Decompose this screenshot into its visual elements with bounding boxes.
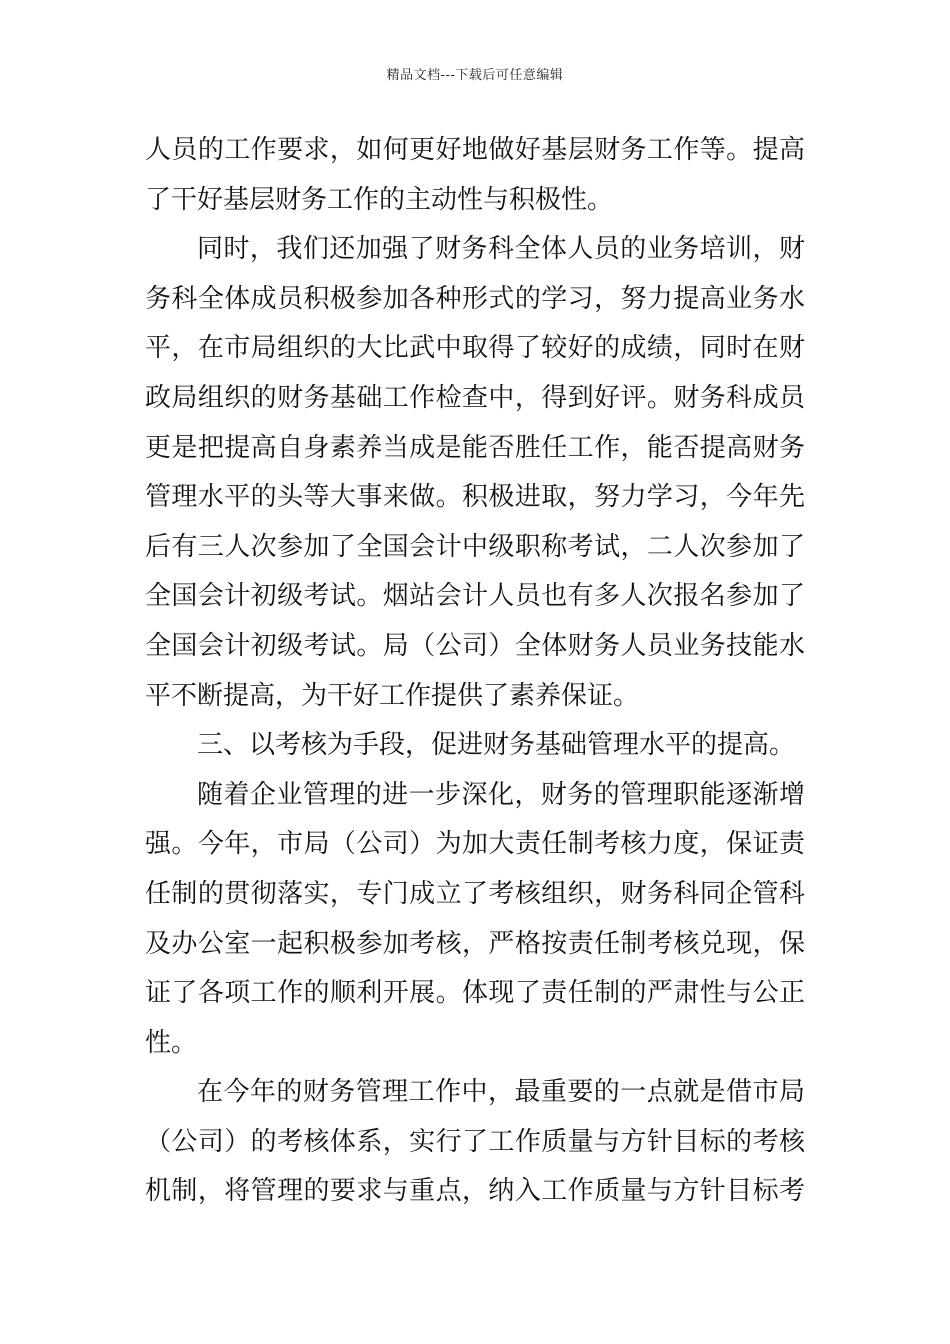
text-line: 全国会计初级考试。烟站会计人员也有多人次报名参加了: [145, 581, 805, 612]
text-line: 证了各项工作的顺利开展。体现了责任制的严肃性与公正: [145, 978, 805, 1009]
text-line: 在今年的财务管理工作中，最重要的一点就是借市局: [197, 1077, 805, 1108]
text-line: 政局组织的财务基础工作检查中，得到好评。财务科成员: [145, 382, 805, 413]
text-line: 性。: [145, 1027, 198, 1058]
text-line: 人员的工作要求，如何更好地做好基层财务工作等。提高: [145, 135, 805, 165]
document-body: [145, 126, 805, 1217]
text-line: 后有三人次参加了全国会计中级职称考试，二人次参加了: [145, 531, 805, 562]
text-line: 更是把提高自身素养当成是能否胜任工作，能否提高财务: [145, 432, 805, 463]
text-line: 同时，我们还加强了财务科全体人员的业务培训，财: [197, 234, 805, 265]
text-line: 任制的贯彻落实，专门成立了考核组织，财务科同企管科: [145, 878, 805, 909]
text-line: 随着企业管理的进一步深化，财务的管理职能逐渐增: [197, 779, 805, 810]
text-line: 平，在市局组织的大比武中取得了较好的成绩，同时在财: [145, 333, 805, 364]
text-line: （公司）的考核体系，实行了工作质量与方针目标的考核: [145, 1126, 805, 1157]
text-line: 及办公室一起积极参加考核，严格按责任制考核兑现，保: [145, 928, 805, 959]
text-line: 务科全体成员积极参加各种形式的学习，努力提高业务水: [145, 283, 805, 314]
text-line: 三、以考核为手段，促进财务基础管理水平的提高。: [197, 730, 796, 761]
text-line: 了干好基层财务工作的主动性与积极性。: [145, 184, 614, 215]
text-line: 全国会计初级考试。局（公司）全体财务人员业务技能水: [145, 630, 805, 661]
text-line: 机制，将管理的要求与重点，纳入工作质量与方针目标考: [145, 1176, 805, 1207]
page-header: 精品文档---下载后可任意编辑: [386, 68, 564, 83]
text-line: 强。今年，市局（公司）为加大责任制考核力度，保证责: [145, 829, 805, 860]
text-line: 管理水平的头等大事来做。积极进取，努力学习，今年先: [145, 482, 805, 513]
text-line: 平不断提高，为干好工作提供了素养保证。: [145, 680, 640, 711]
